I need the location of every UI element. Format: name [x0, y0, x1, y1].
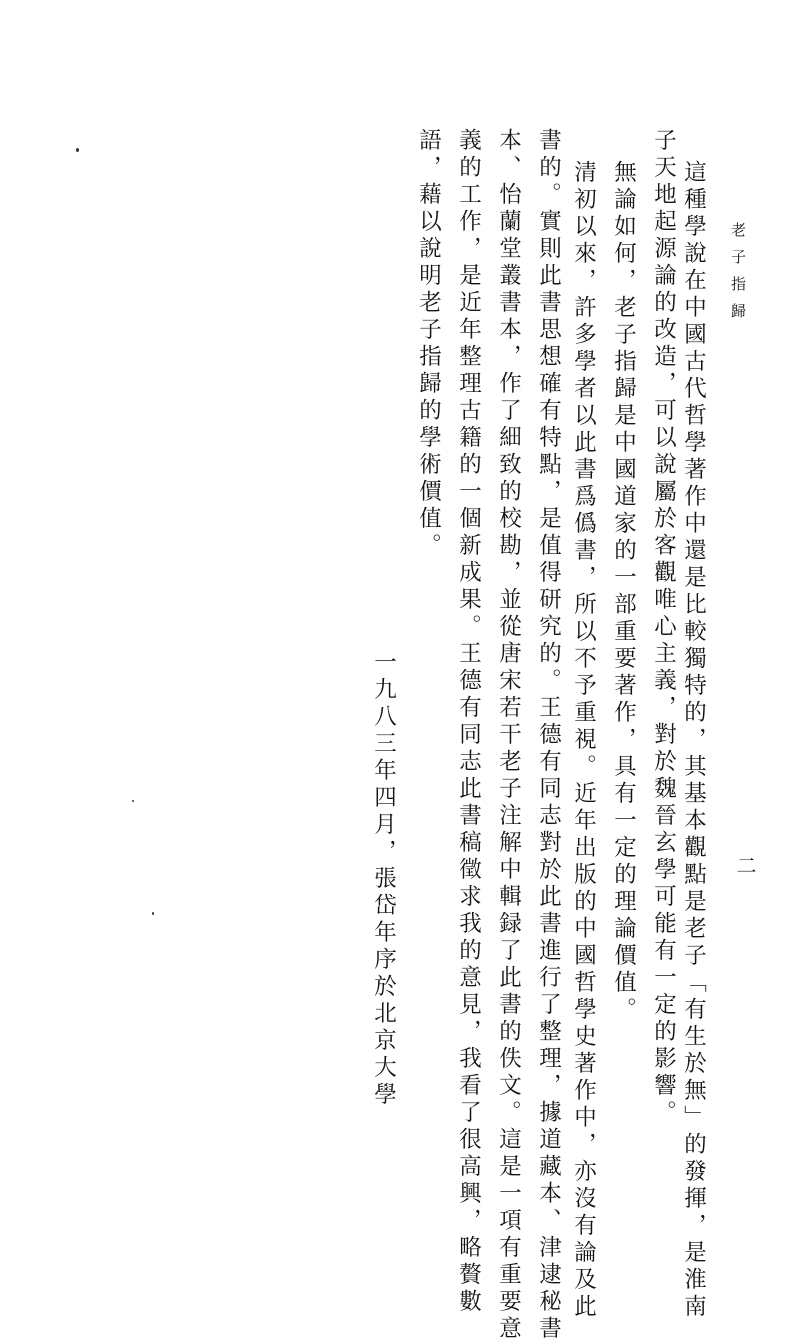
- scan-speck: [132, 800, 134, 802]
- text-column-5: 書的。實則此書思想確有特點，是值得研究的。王德有同志對於此書進行了整理，據道藏本、津逮秘書: [535, 128, 562, 1343]
- text-column-4: 清初以來，許多學者以此書爲僞書，所以不予重視。近年出版的中國哲學史著作中，亦沒有論及此: [570, 160, 597, 1321]
- text-column-1: 這種學說在中國古代哲學著作中還是比較獨特的，其基本觀點是老子「有生於無」的發揮，是淮南: [680, 160, 707, 1321]
- text-column-2: 子天地起源論的改造，可以說屬於客觀唯心主義，對於魏晉玄學可能有一定的影響。: [650, 128, 677, 1127]
- text-column-6: 本、怡蘭堂叢書本，作了細致的校勘，並從唐宋若干老子注解中輯録了此書的佚文。這是一項有重要意: [495, 128, 522, 1343]
- running-title: 老子指歸: [729, 222, 747, 330]
- text-column-7: 義的工作，是近年整理古籍的一個新成果。王德有同志此書稿徵求我的意見，我看了很高興，略贅數: [455, 128, 482, 1316]
- text-column-8: 語，藉以說明老子指歸的學術價值。: [415, 128, 442, 560]
- text-column-3: 無論如何，老子指歸是中國道家的一部重要著作，具有一定的理論價值。: [610, 160, 637, 1024]
- author-signature: 一九八三年四月，張岱年序於北京大學: [370, 650, 397, 1109]
- scan-speck: [76, 148, 79, 152]
- scan-speck: [152, 912, 154, 915]
- page-number: 二: [733, 855, 757, 880]
